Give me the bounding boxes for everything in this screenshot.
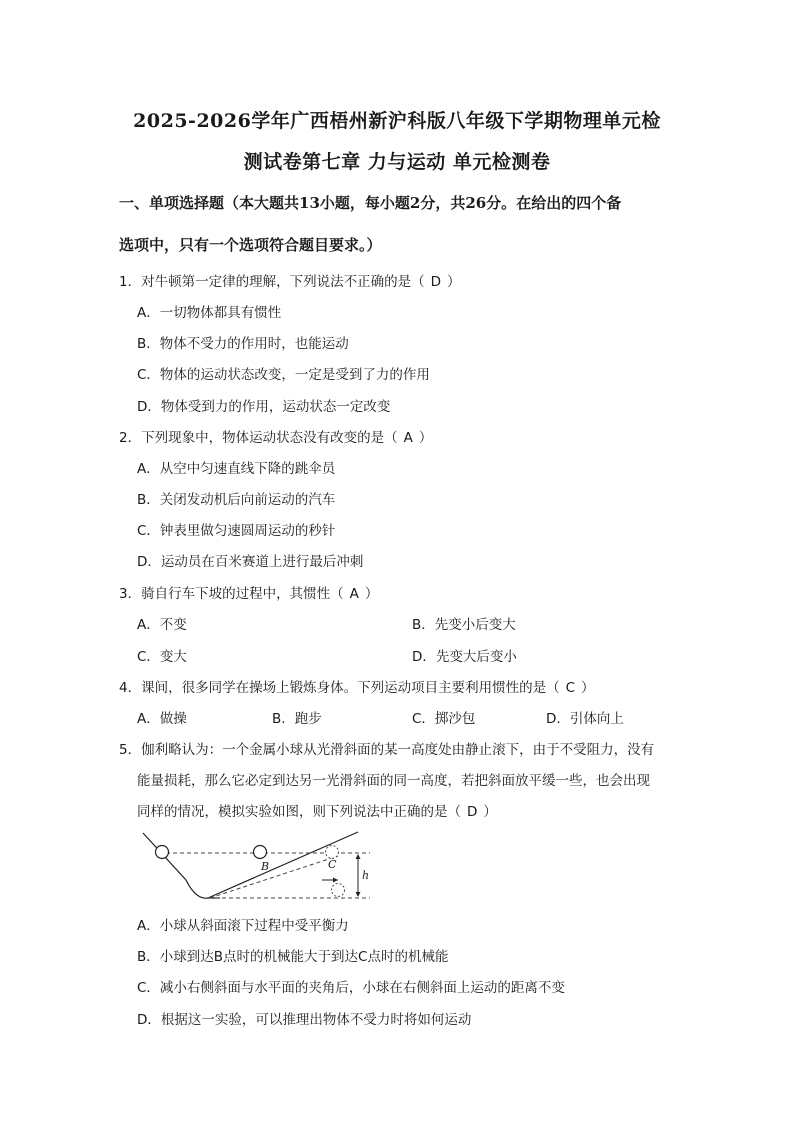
height-marker-top-arrow	[356, 854, 361, 859]
question-1-answer: D	[430, 274, 441, 290]
question-4-option-a: A．做操	[137, 711, 187, 727]
question-1-stem: 1．对牛顿第一定律的理解，下列说法不正确的是（ D ）	[119, 274, 461, 290]
inclined-plane-figure	[138, 828, 378, 908]
question-3-option-b: B．先变小后变大	[412, 617, 516, 633]
question-3-option-d: D．先变大后变小	[412, 649, 517, 665]
question-2-stem: 2．下列现象中，物体运动状态没有改变的是（ A ）	[119, 430, 433, 446]
label-c: C	[328, 858, 337, 871]
question-1-option-a: A．一切物体都具有惯性	[137, 305, 282, 321]
document-title-line-1: 2025-2026学年广西梧州新沪科版八年级下学期物理单元检	[133, 110, 661, 132]
label-h: h	[362, 869, 370, 882]
question-1-option-c: C．物体的运动状态改变，一定是受到了力的作用	[137, 367, 430, 383]
question-2-option-d: D．运动员在百米赛道上进行最后冲刺	[137, 554, 364, 570]
height-marker-bottom-arrow	[356, 892, 361, 897]
ball-start	[156, 846, 169, 859]
question-4-option-c: C．掷沙包	[412, 711, 476, 727]
question-3-answer: A	[349, 586, 359, 602]
question-3-option-a: A．不变	[137, 617, 187, 633]
question-5-stem-line-1: 5．伽利略认为：一个金属小球从光滑斜面的某一高度处由静止滚下，由于不受阻力，没有	[119, 742, 655, 758]
question-5-option-c: C．减小右侧斜面与水平面的夹角后，小球在右侧斜面上运动的距离不变	[137, 980, 565, 996]
question-5-answer: D	[467, 804, 478, 820]
ball-flat	[332, 884, 345, 897]
question-4-option-b: B．跑步	[272, 711, 322, 727]
document-title-line-2: 测试卷第七章 力与运动 单元检测卷	[243, 151, 551, 173]
question-1-option-d: D．物体受到力的作用，运动状态一定改变	[137, 399, 391, 415]
question-2-option-c: C．钟表里做匀速圆周运动的秒针	[137, 523, 336, 539]
question-5-option-d: D．根据这一实验，可以推理出物体不受力时将如何运动	[137, 1012, 472, 1028]
question-2-option-b: B．关闭发动机后向前运动的汽车	[137, 492, 336, 508]
ball-c	[326, 846, 339, 859]
question-5-stem-line-3: 同样的情况，模拟实验如图，则下列说法中正确的是（ D ）	[137, 804, 497, 820]
ball-b	[254, 846, 267, 859]
question-5-stem-line-2: 能量损耗，那么它必定到达另一光滑斜面的同一高度，若把斜面放平缓一些，也会出现	[137, 773, 650, 789]
label-b: B	[261, 860, 270, 873]
question-3-stem: 3．骑自行车下坡的过程中，其惯性（ A ）	[119, 586, 379, 602]
track-right-slope-gentle	[210, 856, 338, 898]
question-4-answer: C	[565, 680, 576, 696]
question-2-answer: A	[403, 430, 413, 446]
section-heading-line-2: 选项中，只有一个选项符合题目要求。）	[119, 236, 382, 254]
track-left-slope	[143, 833, 220, 898]
section-heading-line-1: 一、单项选择题（本大题共13小题，每小题2分，共26分。在给出的四个备	[119, 194, 622, 212]
motion-arrow-head	[333, 878, 338, 883]
question-5-option-a: A．小球从斜面滚下过程中受平衡力	[137, 918, 349, 934]
question-5-option-b: B．小球到达B点时的机械能大于到达C点时的机械能	[137, 949, 449, 965]
question-3-option-c: C．变大	[137, 649, 187, 665]
question-2-option-a: A．从空中匀速直线下降的跳伞员	[137, 461, 336, 477]
question-4-stem: 4．课间，很多同学在操场上锻炼身体。下列运动项目主要利用惯性的是（ C ）	[119, 680, 595, 696]
question-1-option-b: B．物体不受力的作用时，也能运动	[137, 336, 349, 352]
question-4-option-d: D．引体向上	[546, 711, 624, 727]
